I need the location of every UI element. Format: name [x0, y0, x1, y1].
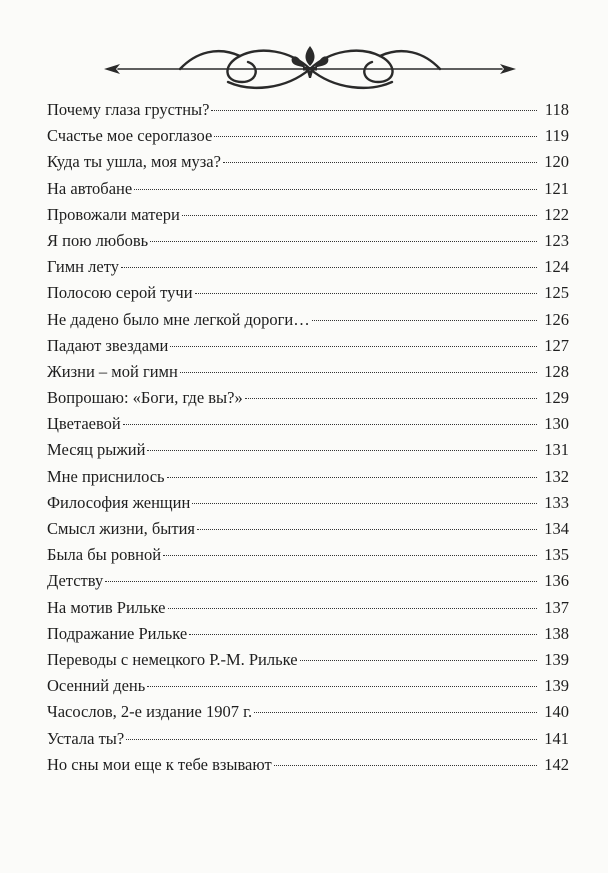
table-of-contents	[47, 97, 569, 778]
toc-entry-page: 119	[544, 126, 569, 146]
toc-entry	[47, 307, 569, 333]
toc-entry-page: 139	[544, 649, 569, 669]
toc-entry-title: Гимн лету	[47, 257, 119, 277]
toc-leader-dots	[134, 189, 537, 190]
toc-leader-dots	[300, 660, 537, 661]
toc-leader-dots	[245, 398, 537, 399]
toc-entry-title: Устала ты?	[47, 728, 125, 748]
toc-entry-title: На автобане	[47, 178, 133, 198]
toc-entry-page: 137	[544, 597, 569, 617]
toc-leader-dots	[163, 555, 537, 556]
toc-entry	[47, 280, 569, 306]
toc-entry	[47, 333, 569, 359]
toc-entry-title: Была бы ровной	[47, 545, 162, 565]
toc-entry-page: 131	[544, 440, 569, 460]
toc-entry	[47, 647, 569, 673]
toc-entry	[47, 176, 569, 202]
toc-leader-dots	[197, 529, 537, 530]
toc-leader-dots	[121, 267, 537, 268]
toc-leader-dots	[123, 424, 537, 425]
toc-leader-dots	[167, 477, 537, 478]
toc-entry	[47, 123, 569, 149]
toc-leader-dots	[180, 372, 537, 373]
toc-leader-dots	[312, 320, 537, 321]
toc-entry-title: Цветаевой	[47, 414, 121, 434]
toc-entry	[47, 385, 569, 411]
toc-entry-page: 118	[544, 100, 569, 119]
toc-entry-title: Жизни – мой гимн	[47, 361, 178, 381]
toc-entry-page: 121	[544, 178, 569, 198]
toc-entry	[47, 254, 569, 280]
toc-entry-title: Месяц рыжий	[47, 440, 146, 460]
toc-leader-dots	[182, 215, 537, 216]
toc-entry	[47, 411, 569, 437]
toc-entry	[47, 621, 569, 647]
toc-entry-page: 139	[544, 676, 569, 696]
toc-entry-page: 124	[544, 257, 569, 277]
toc-entry-title: Полосою серой тучи	[47, 283, 193, 303]
toc-entry	[47, 464, 569, 490]
toc-leader-dots	[274, 765, 537, 766]
toc-entry	[47, 202, 569, 228]
toc-entry	[47, 595, 569, 621]
toc-entry	[47, 516, 569, 542]
toc-entry-title: Почему глаза грустны?	[47, 100, 210, 119]
toc-entry-title: Я пою любовь	[47, 230, 149, 250]
toc-entry-page: 125	[544, 283, 569, 303]
toc-entry-page: 140	[544, 702, 569, 722]
toc-entry-page: 120	[544, 152, 569, 172]
toc-entry	[47, 568, 569, 594]
toc-leader-dots	[195, 293, 537, 294]
toc-entry-title: Провожали матери	[47, 204, 180, 224]
toc-entry-title: Мне приснилось	[47, 466, 165, 486]
toc-entry	[47, 149, 569, 175]
toc-leader-dots	[105, 581, 537, 582]
toc-entry-page: 126	[544, 309, 569, 329]
toc-leader-dots	[170, 346, 537, 347]
toc-entry	[47, 97, 569, 123]
toc-entry	[47, 726, 569, 752]
toc-entry	[47, 490, 569, 516]
toc-entry-page: 129	[544, 388, 569, 408]
toc-leader-dots	[223, 162, 537, 163]
toc-leader-dots	[254, 712, 537, 713]
toc-entry-title: Но сны мои еще к тебе взывают	[47, 754, 272, 774]
toc-entry-page: 127	[544, 335, 569, 355]
toc-entry	[47, 359, 569, 385]
toc-leader-dots	[192, 503, 537, 504]
toc-leader-dots	[147, 686, 537, 687]
toc-entry-title: Философия женщин	[47, 492, 191, 512]
toc-entry	[47, 673, 569, 699]
toc-entry-page: 122	[544, 204, 569, 224]
toc-entry-page: 138	[544, 623, 569, 643]
toc-entry-page: 128	[544, 361, 569, 381]
toc-entry-title: Вопрошаю: «Боги, где вы?»	[47, 388, 243, 408]
toc-leader-dots	[189, 634, 537, 635]
toc-entry-title: Осенний день	[47, 676, 146, 696]
toc-entry	[47, 542, 569, 568]
toc-leader-dots	[214, 136, 537, 137]
toc-leader-dots	[147, 450, 537, 451]
toc-entry-title: Падают звездами	[47, 335, 169, 355]
toc-entry-page: 135	[544, 545, 569, 565]
toc-leader-dots	[126, 739, 537, 740]
toc-entry-page: 141	[544, 728, 569, 748]
toc-entry-page: 142	[544, 754, 569, 774]
toc-entry-title: Не дадено было мне легкой дороги…	[47, 309, 310, 329]
toc-entry-page: 123	[544, 230, 569, 250]
toc-entry-title: Часослов, 2-е издание 1907 г.	[47, 702, 253, 722]
toc-entry	[47, 699, 569, 725]
toc-entry-page: 130	[544, 414, 569, 434]
toc-entry	[47, 228, 569, 254]
toc-entry-title: Счастье мое сероглазое	[47, 126, 213, 146]
toc-entry-title: Смысл жизни, бытия	[47, 519, 195, 538]
toc-entry	[47, 752, 569, 778]
ornament-divider	[100, 38, 520, 100]
toc-leader-dots	[211, 110, 537, 111]
toc-entry-page: 132	[544, 466, 569, 486]
toc-entry-title: На мотив Рильке	[47, 597, 166, 617]
toc-entry-title: Подражание Рильке	[47, 623, 188, 643]
toc-entry-page: 134	[544, 519, 569, 538]
toc-entry-page: 136	[544, 571, 569, 591]
toc-leader-dots	[150, 241, 537, 242]
toc-entry-title: Детству	[47, 571, 104, 591]
toc-entry-title: Куда ты ушла, моя муза?	[47, 152, 221, 172]
toc-leader-dots	[168, 608, 538, 609]
toc-entry-page: 133	[544, 492, 569, 512]
toc-entry-title: Переводы с немецкого Р.-М. Рильке	[47, 649, 298, 669]
toc-entry	[47, 437, 569, 463]
